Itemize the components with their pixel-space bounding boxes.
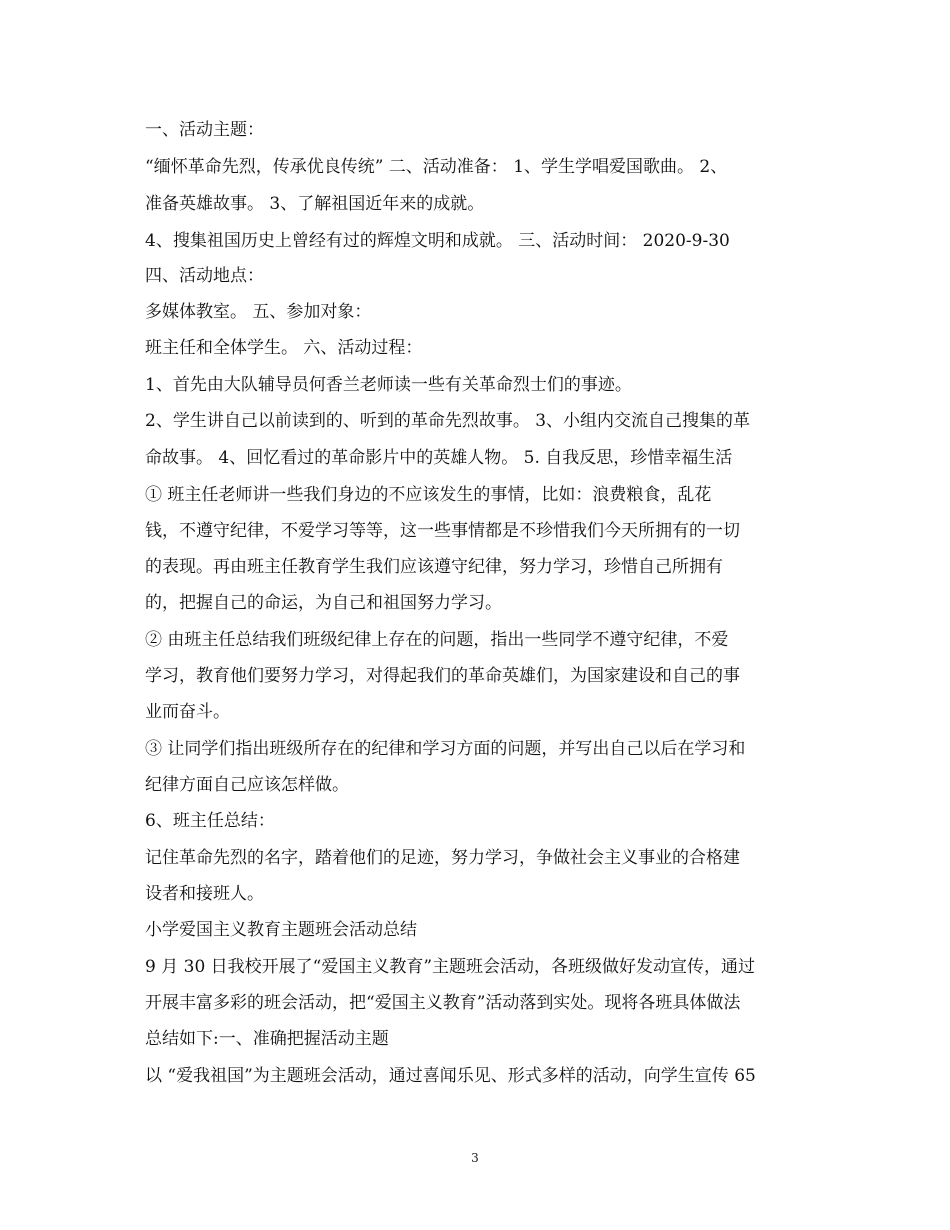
text-line-2: “缅怀革命先烈，传承优良传统” 二、活动准备： 1、学生学唱爱国歌曲。 2、: [145, 157, 728, 177]
text-line-11: ① 班主任老师讲一些我们身边的不应该发生的事情，比如：浪费粮食，乱花: [145, 485, 712, 505]
text-line-16: 学习，教育他们要努力学习，对得起我们的革命英雄们，为国家建设和自己的事: [145, 666, 740, 686]
text-line-21: 记住革命先烈的名字，踏着他们的足迹，努力学习，争做社会主义事业的合格建: [145, 848, 740, 868]
text-line-10: 命故事。 4、回忆看过的革命影片中的英雄人物。 5. 自我反思，珍惜幸福生活: [145, 448, 733, 468]
text-line-14: 的，把握自己的命运，为自己和祖国努力学习。: [145, 593, 502, 613]
page-number: 3: [471, 1151, 479, 1165]
text-line-3: 准备英雄故事。 3、了解祖国近年来的成就。: [145, 194, 485, 214]
text-line-1: 一、活动主题：: [145, 120, 264, 140]
text-line-25: 开展丰富多彩的班会活动，把“爱国主义教育”活动落到实处。现将各班具体做法: [145, 993, 741, 1013]
text-line-8: 1、首先由大队辅导员何香兰老师读一些有关革命烈士们的事迹。: [145, 375, 632, 395]
section-heading: 小学爱国主义教育主题班会活动总结: [145, 920, 417, 940]
text-line-5: 四、活动地点：: [145, 266, 264, 286]
text-line-22: 设者和接班人。: [145, 884, 264, 904]
text-line-4: 4、搜集祖国历史上曾经有过的辉煌文明和成就。 三、活动时间： 2020-9-30: [145, 231, 730, 251]
text-line-27: 以 “爱我祖国”为主题班会活动，通过喜闻乐见、形式多样的活动，向学生宣传 65: [145, 1066, 756, 1086]
text-line-17: 业而奋斗。: [145, 702, 230, 722]
text-line-9: 2、学生讲自己以前读到的、听到的革命先烈故事。 3、小组内交流自己搜集的革: [145, 411, 751, 431]
text-line-13: 的表现。再由班主任教育学生我们应该遵守纪律，努力学习，珍惜自己所拥有: [145, 557, 723, 577]
text-line-26: 总结如下:一、准确把握活动主题: [145, 1029, 389, 1049]
text-line-18: ③ 让同学们指出班级所存在的纪律和学习方面的问题，并写出自己以后在学习和: [145, 739, 746, 759]
text-line-24: 9 月 30 日我校开展了“爱国主义教育”主题班会活动，各班级做好发动宣传，通过: [145, 957, 756, 977]
text-line-6: 多媒体教室。 五、参加对象：: [145, 302, 372, 322]
text-line-7: 班主任和全体学生。 六、活动过程：: [145, 338, 423, 358]
text-line-20: 6、班主任总结：: [145, 811, 275, 831]
text-line-19: 纪律方面自己应该怎样做。: [145, 775, 349, 795]
text-line-12: 钱，不遵守纪律，不爱学习等等，这一些事情都是不珍惜我们今天所拥有的一切: [145, 521, 740, 541]
text-line-15: ② 由班主任总结我们班级纪律上存在的问题，指出一些同学不遵守纪律，不爱: [145, 630, 729, 650]
